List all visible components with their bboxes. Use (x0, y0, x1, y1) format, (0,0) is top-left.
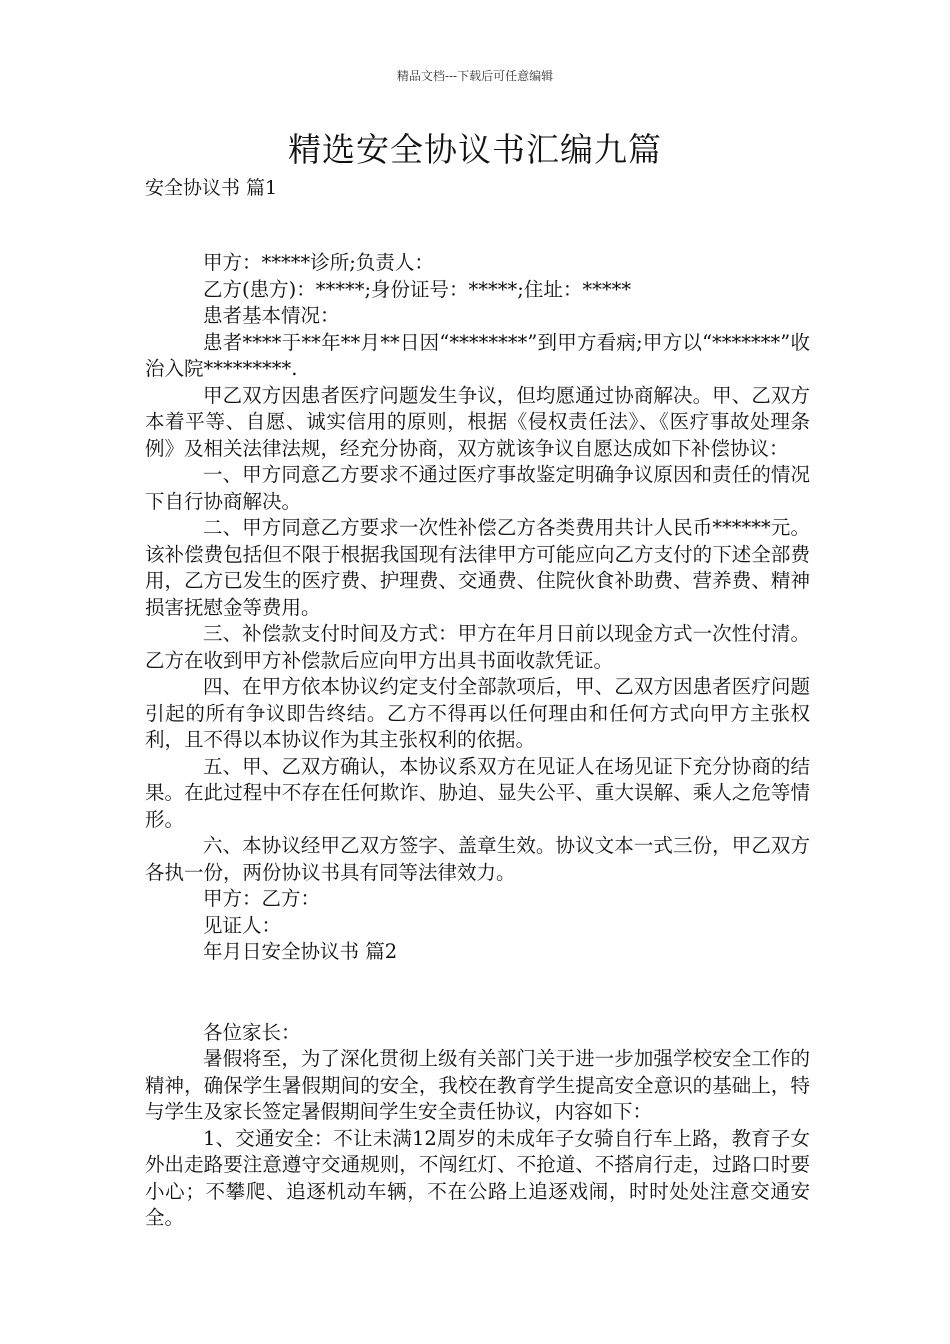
salutation: 各位家长： (203, 1020, 301, 1044)
witness-line: 见证人： (203, 913, 282, 937)
paragraph: 一、甲方同意乙方要求不通过医疗事故鉴定明确争议原因和责任的情况下自行协商解决。 (145, 463, 810, 513)
paragraph: 患者****于**年**月**日因“********”到甲方看病;甲方以“*******”收治入院*********. (145, 330, 810, 380)
paragraph: 乙方(患方)：*****;身份证号：*****;住址：***** (203, 277, 632, 301)
header-note: 精品文档---下载后可任意编辑 (396, 69, 554, 83)
paragraph: 二、甲方同意乙方要求一次性补偿乙方各类费用共计人民币******元。该补偿费包括但不限于根据我国现有法律甲方可能应向乙方支付的下述全部费用，乙方已发生的医疗费、护理费、交通费、住院伙食补助费、营养费、精神损害抚慰金等费用。 (145, 516, 810, 619)
paragraph: 甲方：*****诊所;负责人： (203, 251, 434, 274)
paragraph: 甲乙双方因患者医疗问题发生争议，但均愿通过协商解决。甲、乙双方本着平等、自愿、诚实信用的原则，根据《侵权责任法》、《医疗事故处理条例》及相关法律法规，经充分协商，双方就该争议自愿达成如下补偿协议： (145, 383, 810, 460)
paragraph: 1、交通安全：不让未满12周岁的未成年子女骑自行车上路，教育子女外出走路要注意遵守交通规则，不闯红灯、不抢道、不搭肩行走，过路口时要小心；不攀爬、追逐机动车辆，不在公路上追逐戏闹，时时处处注意交通安全。 (145, 1126, 810, 1229)
paragraph: 暑假将至，为了深化贯彻上级有关部门关于进一步加强学校安全工作的精神，确保学生暑假期间的安全，我校在教育学生提高安全意识的基础上，特与学生及家长签定暑假期间学生安全责任协议，内容如下： (145, 1047, 810, 1123)
section-heading: 安全协议书 篇1 (145, 177, 278, 199)
section-heading: 年月日安全协议书 篇2 (203, 940, 398, 963)
paragraph: 患者基本情况： (203, 304, 340, 327)
paragraph: 六、本协议经甲乙双方签字、盖章生效。协议文本一式三份，甲乙双方各执一份，两份协议书具有同等法律效力。 (145, 834, 810, 884)
document-body (145, 250, 810, 1232)
signature-line: 甲方：乙方： (203, 887, 321, 910)
paragraph: 四、在甲方依本协议约定支付全部款项后，甲、乙双方因患者医疗问题引起的所有争议即告终结。乙方不得再以任何理由和任何方式向甲方主张权利，且不得以本协议作为其主张权利的依据。 (145, 675, 810, 751)
document-title: 精选安全协议书汇编九篇 (288, 130, 662, 169)
paragraph: 三、补偿款支付时间及方式：甲方在年月日前以现金方式一次性付清。乙方在收到甲方补偿款后应向甲方出具书面收款凭证。 (145, 622, 810, 672)
paragraph: 五、甲、乙双方确认，本协议系双方在见证人在场见证下充分协商的结果。在此过程中不存在任何欺诈、胁迫、显失公平、重大误解、乘人之危等情形。 (145, 754, 810, 831)
